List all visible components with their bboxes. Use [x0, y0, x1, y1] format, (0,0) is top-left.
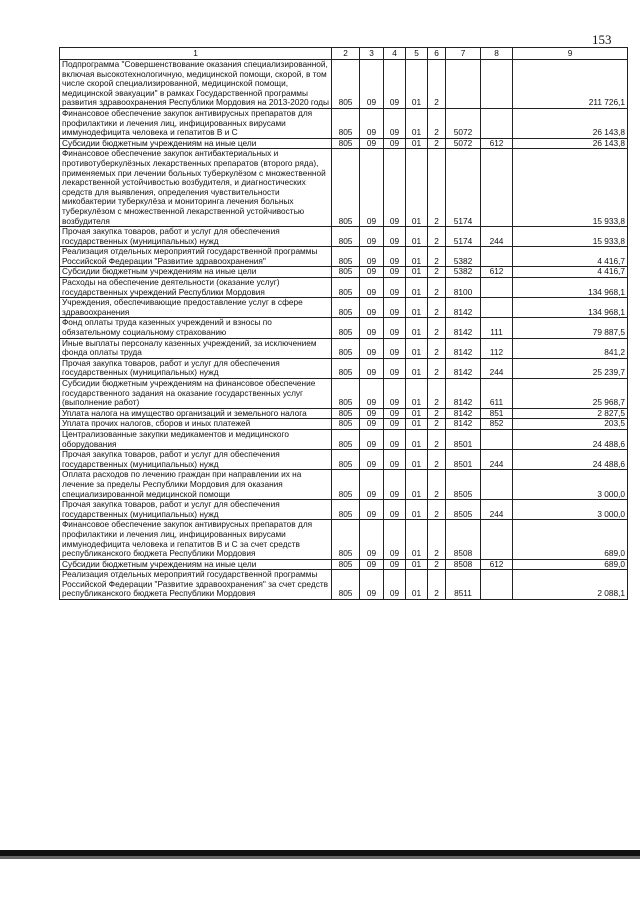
row-code-3: 09: [360, 138, 384, 149]
row-code-5: 01: [406, 318, 428, 338]
row-amount: 15 933,8: [513, 149, 628, 227]
table-row: [60, 500, 628, 520]
row-code-6: 2: [428, 379, 446, 409]
row-code-3: 09: [360, 338, 384, 358]
table-row: [60, 267, 628, 278]
row-name: Подпрограмма "Совершенствование оказания специализированной, включая высокотехнологичную, медицинской помощи, скорой, в том числе скорой специализированной, медицинской помощи, медицинской эвакуации" в рамках Государственной программы развития здравоохранения Республики Мордовия на 2013-2020 годы: [60, 60, 332, 109]
row-name: Субсидии бюджетным учреждениям на финансовое обеспечение государственного задания на оказание государственных услуг (выполнение работ): [60, 379, 332, 409]
row-code-6: 2: [428, 318, 446, 338]
row-amount: 2 827,5: [513, 408, 628, 419]
row-code-2: 805: [332, 450, 360, 470]
row-name: Реализация отдельных мероприятий государственной программы Российской Федерации "Развитие здравоохранения": [60, 247, 332, 267]
table-row: [60, 278, 628, 298]
row-code-2: 805: [332, 278, 360, 298]
row-code-3: 09: [360, 247, 384, 267]
table-row: [60, 247, 628, 267]
row-code-3: 09: [360, 450, 384, 470]
row-amount: 24 488,6: [513, 450, 628, 470]
table-row: [60, 298, 628, 318]
header-col-5: 5: [406, 48, 428, 60]
row-code-5: 01: [406, 138, 428, 149]
row-code-6: 2: [428, 298, 446, 318]
row-code-8: 244: [481, 500, 513, 520]
table-row: [60, 149, 628, 227]
row-name: Уплата прочих налогов, сборов и иных платежей: [60, 419, 332, 430]
row-code-3: 09: [360, 379, 384, 409]
row-code-6: 2: [428, 570, 446, 600]
row-code-5: 01: [406, 227, 428, 247]
row-code-8: [481, 149, 513, 227]
table-row: [60, 559, 628, 570]
row-code-5: 01: [406, 247, 428, 267]
row-amount: 26 143,8: [513, 138, 628, 149]
row-amount: 2 088,1: [513, 570, 628, 600]
row-amount: 211 726,1: [513, 60, 628, 109]
row-name: Финансовое обеспечение закупок антивирусных препаратов для профилактики и лечения лиц, инфицированных вирусами иммунодефицита человека и гепатитов В и С: [60, 108, 332, 138]
row-code-8: 244: [481, 227, 513, 247]
row-code-6: 2: [428, 338, 446, 358]
row-code-7: 8142: [446, 318, 481, 338]
table-row: [60, 138, 628, 149]
row-code-3: 09: [360, 108, 384, 138]
row-code-4: 09: [384, 267, 406, 278]
row-code-3: 09: [360, 520, 384, 559]
row-code-5: 01: [406, 379, 428, 409]
row-name: Реализация отдельных мероприятий государственной программы Российской Федерации "Развитие здравоохранения" за счет средств республиканского бюджета Республики Мордовия: [60, 570, 332, 600]
row-code-4: 09: [384, 138, 406, 149]
row-name: Оплата расходов по лечению граждан при направлении их на лечение за пределы Республики Мордовия для оказания специализированной медицинской помощи: [60, 470, 332, 500]
scan-bottom-shadow: [0, 856, 640, 859]
table-header-row: [60, 48, 628, 60]
row-code-7: 5174: [446, 149, 481, 227]
row-code-5: 01: [406, 298, 428, 318]
row-code-2: 805: [332, 247, 360, 267]
row-code-2: 805: [332, 429, 360, 449]
row-code-3: 09: [360, 149, 384, 227]
row-code-5: 01: [406, 500, 428, 520]
row-amount: 4 416,7: [513, 267, 628, 278]
row-code-6: 2: [428, 149, 446, 227]
row-code-4: 09: [384, 60, 406, 109]
row-amount: 79 887,5: [513, 318, 628, 338]
row-amount: 3 000,0: [513, 470, 628, 500]
row-code-7: 8142: [446, 298, 481, 318]
row-code-6: 2: [428, 470, 446, 500]
row-code-5: 01: [406, 338, 428, 358]
row-code-6: 2: [428, 450, 446, 470]
row-code-2: 805: [332, 298, 360, 318]
row-code-7: 8505: [446, 500, 481, 520]
row-code-2: 805: [332, 149, 360, 227]
row-code-6: 2: [428, 419, 446, 430]
row-code-7: 5072: [446, 138, 481, 149]
row-code-4: 09: [384, 298, 406, 318]
row-code-6: 2: [428, 267, 446, 278]
page-number: 153: [592, 32, 612, 47]
row-amount: 24 488,6: [513, 429, 628, 449]
row-amount: 4 416,7: [513, 247, 628, 267]
row-name: Субсидии бюджетным учреждениям на иные цели: [60, 559, 332, 570]
row-code-6: 2: [428, 247, 446, 267]
row-code-8: 612: [481, 138, 513, 149]
row-code-5: 01: [406, 559, 428, 570]
row-code-7: 8142: [446, 358, 481, 378]
row-name: Учреждения, обеспечивающие предоставление услуг в сфере здравоохранения: [60, 298, 332, 318]
row-code-8: 112: [481, 338, 513, 358]
header-col-8: 8: [481, 48, 513, 60]
row-code-8: [481, 298, 513, 318]
row-code-4: 09: [384, 227, 406, 247]
row-amount: 203,5: [513, 419, 628, 430]
row-amount: 25 968,7: [513, 379, 628, 409]
row-name: Финансовое обеспечение закупок антибактериальных и противотуберкулёзных лекарственных препаратов (второго ряда), применяемых при лечении больных туберкулёзом с множественной лекарственной устойчивостью возбудителя, и диагностических средств для выявления, определения чувствительности микобактерии туберкулёза и мониторинга лечения больных туберкулёзом с множественной лекарственной устойчивостью возбудителя: [60, 149, 332, 227]
row-code-2: 805: [332, 358, 360, 378]
row-code-7: 5072: [446, 108, 481, 138]
row-code-3: 09: [360, 429, 384, 449]
row-code-7: 8142: [446, 338, 481, 358]
budget-table: [59, 47, 628, 600]
row-name: Финансовое обеспечение закупок антивирусных препаратов для профилактики и лечения лиц, инфицированных вирусами иммунодефицита человека и гепатитов В и С за счет средств республиканского бюджета Республики Мордовия: [60, 520, 332, 559]
row-code-3: 09: [360, 500, 384, 520]
row-code-2: 805: [332, 338, 360, 358]
table-row: [60, 470, 628, 500]
row-code-8: [481, 108, 513, 138]
row-code-3: 09: [360, 227, 384, 247]
header-col-1: 1: [60, 48, 332, 60]
row-amount: 841,2: [513, 338, 628, 358]
header-col-9: 9: [513, 48, 628, 60]
row-code-8: [481, 470, 513, 500]
row-code-5: 01: [406, 278, 428, 298]
row-name: Иные выплаты персоналу казенных учреждений, за исключением фонда оплаты труда: [60, 338, 332, 358]
row-code-4: 09: [384, 450, 406, 470]
row-code-2: 805: [332, 559, 360, 570]
row-code-4: 09: [384, 338, 406, 358]
row-amount: 689,0: [513, 559, 628, 570]
row-name: Прочая закупка товаров, работ и услуг для обеспечения государственных (муниципальных) нужд: [60, 500, 332, 520]
row-code-3: 09: [360, 267, 384, 278]
row-code-8: 244: [481, 450, 513, 470]
row-code-3: 09: [360, 60, 384, 109]
row-code-7: 8142: [446, 419, 481, 430]
table-row: [60, 570, 628, 600]
table-row: [60, 520, 628, 559]
row-code-3: 09: [360, 470, 384, 500]
header-col-3: 3: [360, 48, 384, 60]
table-row: [60, 450, 628, 470]
row-code-7: 8100: [446, 278, 481, 298]
row-code-6: 2: [428, 559, 446, 570]
row-code-4: 09: [384, 108, 406, 138]
row-name: Уплата налога на имущество организаций и земельного налога: [60, 408, 332, 419]
row-code-7: 8511: [446, 570, 481, 600]
row-amount: 3 000,0: [513, 500, 628, 520]
row-code-5: 01: [406, 429, 428, 449]
row-code-8: 612: [481, 559, 513, 570]
row-code-8: [481, 520, 513, 559]
row-code-2: 805: [332, 408, 360, 419]
row-code-7: 8142: [446, 379, 481, 409]
row-code-8: 852: [481, 419, 513, 430]
row-code-4: 09: [384, 470, 406, 500]
row-amount: 689,0: [513, 520, 628, 559]
row-code-3: 09: [360, 298, 384, 318]
row-code-8: [481, 247, 513, 267]
row-code-6: 2: [428, 500, 446, 520]
row-code-6: 2: [428, 138, 446, 149]
row-code-5: 01: [406, 108, 428, 138]
header-col-4: 4: [384, 48, 406, 60]
row-code-2: 805: [332, 60, 360, 109]
row-code-5: 01: [406, 358, 428, 378]
row-code-5: 01: [406, 470, 428, 500]
row-code-8: 612: [481, 267, 513, 278]
row-code-2: 805: [332, 267, 360, 278]
row-amount: 15 933,8: [513, 227, 628, 247]
row-code-5: 01: [406, 450, 428, 470]
row-name: Прочая закупка товаров, работ и услуг для обеспечения государственных (муниципальных) нужд: [60, 450, 332, 470]
row-name: Централизованные закупки медикаментов и медицинского оборудования: [60, 429, 332, 449]
row-code-2: 805: [332, 108, 360, 138]
row-code-2: 805: [332, 138, 360, 149]
row-code-6: 2: [428, 227, 446, 247]
table-row: [60, 379, 628, 409]
row-code-8: 851: [481, 408, 513, 419]
row-code-8: 111: [481, 318, 513, 338]
row-amount: 134 968,1: [513, 278, 628, 298]
header-col-7: 7: [446, 48, 481, 60]
row-code-6: 2: [428, 429, 446, 449]
row-code-4: 09: [384, 318, 406, 338]
row-code-7: [446, 60, 481, 109]
row-code-7: 8505: [446, 470, 481, 500]
row-code-6: 2: [428, 408, 446, 419]
row-code-6: 2: [428, 60, 446, 109]
row-code-3: 09: [360, 408, 384, 419]
row-code-7: 8501: [446, 429, 481, 449]
row-name: Прочая закупка товаров, работ и услуг для обеспечения государственных (муниципальных) нужд: [60, 227, 332, 247]
row-code-3: 09: [360, 419, 384, 430]
row-code-4: 09: [384, 500, 406, 520]
row-name: Субсидии бюджетным учреждениям на иные цели: [60, 267, 332, 278]
table-row: [60, 60, 628, 109]
row-code-5: 01: [406, 149, 428, 227]
row-amount: 25 239,7: [513, 358, 628, 378]
row-code-4: 09: [384, 520, 406, 559]
row-code-8: 611: [481, 379, 513, 409]
row-code-6: 2: [428, 358, 446, 378]
row-amount: 26 143,8: [513, 108, 628, 138]
row-name: Прочая закупка товаров, работ и услуг для обеспечения государственных (муниципальных) нужд: [60, 358, 332, 378]
row-code-3: 09: [360, 570, 384, 600]
row-code-6: 2: [428, 278, 446, 298]
row-code-2: 805: [332, 318, 360, 338]
row-code-7: 5174: [446, 227, 481, 247]
table-row: [60, 419, 628, 430]
row-code-4: 09: [384, 419, 406, 430]
row-code-3: 09: [360, 318, 384, 338]
row-code-2: 805: [332, 520, 360, 559]
table-row: [60, 108, 628, 138]
row-code-7: 5382: [446, 267, 481, 278]
row-code-4: 09: [384, 247, 406, 267]
row-code-2: 805: [332, 379, 360, 409]
row-code-4: 09: [384, 559, 406, 570]
row-code-8: [481, 278, 513, 298]
row-code-4: 09: [384, 570, 406, 600]
row-code-5: 01: [406, 408, 428, 419]
row-code-6: 2: [428, 108, 446, 138]
row-code-6: 2: [428, 520, 446, 559]
row-code-3: 09: [360, 358, 384, 378]
row-code-4: 09: [384, 408, 406, 419]
row-code-7: 8501: [446, 450, 481, 470]
row-code-8: 244: [481, 358, 513, 378]
row-code-5: 01: [406, 60, 428, 109]
row-code-2: 805: [332, 570, 360, 600]
row-code-2: 805: [332, 500, 360, 520]
row-code-5: 01: [406, 419, 428, 430]
row-code-2: 805: [332, 470, 360, 500]
row-code-2: 805: [332, 419, 360, 430]
row-code-4: 09: [384, 278, 406, 298]
table-row: [60, 338, 628, 358]
row-code-7: 8508: [446, 520, 481, 559]
row-code-8: [481, 429, 513, 449]
table-row: [60, 227, 628, 247]
table-row: [60, 358, 628, 378]
header-col-6: 6: [428, 48, 446, 60]
row-name: Субсидии бюджетным учреждениям на иные цели: [60, 138, 332, 149]
row-code-4: 09: [384, 358, 406, 378]
row-amount: 134 968,1: [513, 298, 628, 318]
row-code-4: 09: [384, 149, 406, 227]
row-name: Фонд оплаты труда казенных учреждений и взносы по обязательному социальному страхованию: [60, 318, 332, 338]
table-row: [60, 408, 628, 419]
row-code-2: 805: [332, 227, 360, 247]
row-code-5: 01: [406, 267, 428, 278]
row-code-5: 01: [406, 570, 428, 600]
row-name: Расходы на обеспечение деятельности (оказание услуг) государственных учреждений Республики Мордовия: [60, 278, 332, 298]
row-code-8: [481, 570, 513, 600]
table-row: [60, 429, 628, 449]
row-code-4: 09: [384, 429, 406, 449]
row-code-3: 09: [360, 559, 384, 570]
row-code-4: 09: [384, 379, 406, 409]
table-row: [60, 318, 628, 338]
row-code-7: 5382: [446, 247, 481, 267]
row-code-7: 8142: [446, 408, 481, 419]
header-col-2: 2: [332, 48, 360, 60]
row-code-3: 09: [360, 278, 384, 298]
row-code-7: 8508: [446, 559, 481, 570]
row-code-5: 01: [406, 520, 428, 559]
row-code-8: [481, 60, 513, 109]
